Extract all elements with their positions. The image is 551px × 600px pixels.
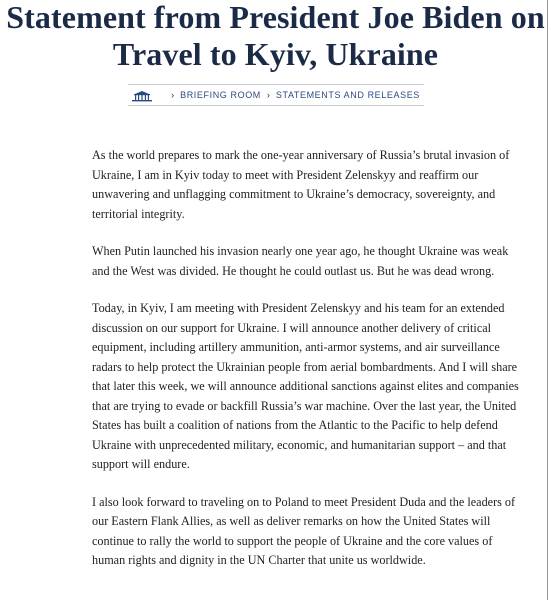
article-body: [92, 146, 522, 589]
white-house-icon[interactable]: [131, 89, 153, 101]
breadcrumb-bar: [128, 84, 424, 106]
breadcrumb: [0, 84, 551, 106]
article-paragraph: Today, in Kyiv, I am meeting with President Zelenskyy and his team for an extended discussion on our support for Ukraine. I will announce another delivery of critical equipment, including artillery ammunition, anti-armor systems, and air surveillance radars to help protect the Ukrainian people from aerial bombardments. And I will share that later this week, we will announce additional sanctions against elites and companies that are trying to evade or backfill Russia’s war machine. Over the last year, the United States has built a coalition of nations from the Atlantic to the Pacific to help defend Ukraine with unprecedented military, economic, and humanitarian support – and that support will endure.: [92, 301, 519, 471]
breadcrumb-separator: ›: [266, 90, 270, 100]
article-paragraph: I also look forward to traveling on to Poland to meet President Duda and the leaders of our Eastern Flank Allies, as well as deliver remarks on how the United States will continue to rally the world to support the people of Ukraine and the core values of human rights and dignity in the UN Charter that unite us worldwide.: [92, 494, 516, 567]
page-title: [0, 0, 551, 73]
breadcrumb-briefing-room-link[interactable]: BRIEFING ROOM: [180, 90, 261, 100]
breadcrumb-statements-releases-link[interactable]: STATEMENTS AND RELEASES: [275, 90, 420, 100]
article-paragraph: When Putin launched his invasion nearly one year ago, he thought Ukraine was weak and the West was divided. He thought he could outlast us. But he was dead wrong.: [92, 244, 509, 278]
page-title-line-2: Travel to Kyiv, Ukraine: [112, 36, 439, 72]
page-title-line-1: Statement from President Joe Biden on: [6, 0, 545, 35]
article-paragraph: As the world prepares to mark the one-year anniversary of Russia’s brutal invasion of Ukraine, I am in Kyiv today to meet with President Zelenskyy and reaffirm our unwavering and unflagging commitment to Ukraine’s democracy, sovereignty, and territorial integrity.: [92, 148, 510, 221]
breadcrumb-separator: ›: [171, 90, 175, 100]
